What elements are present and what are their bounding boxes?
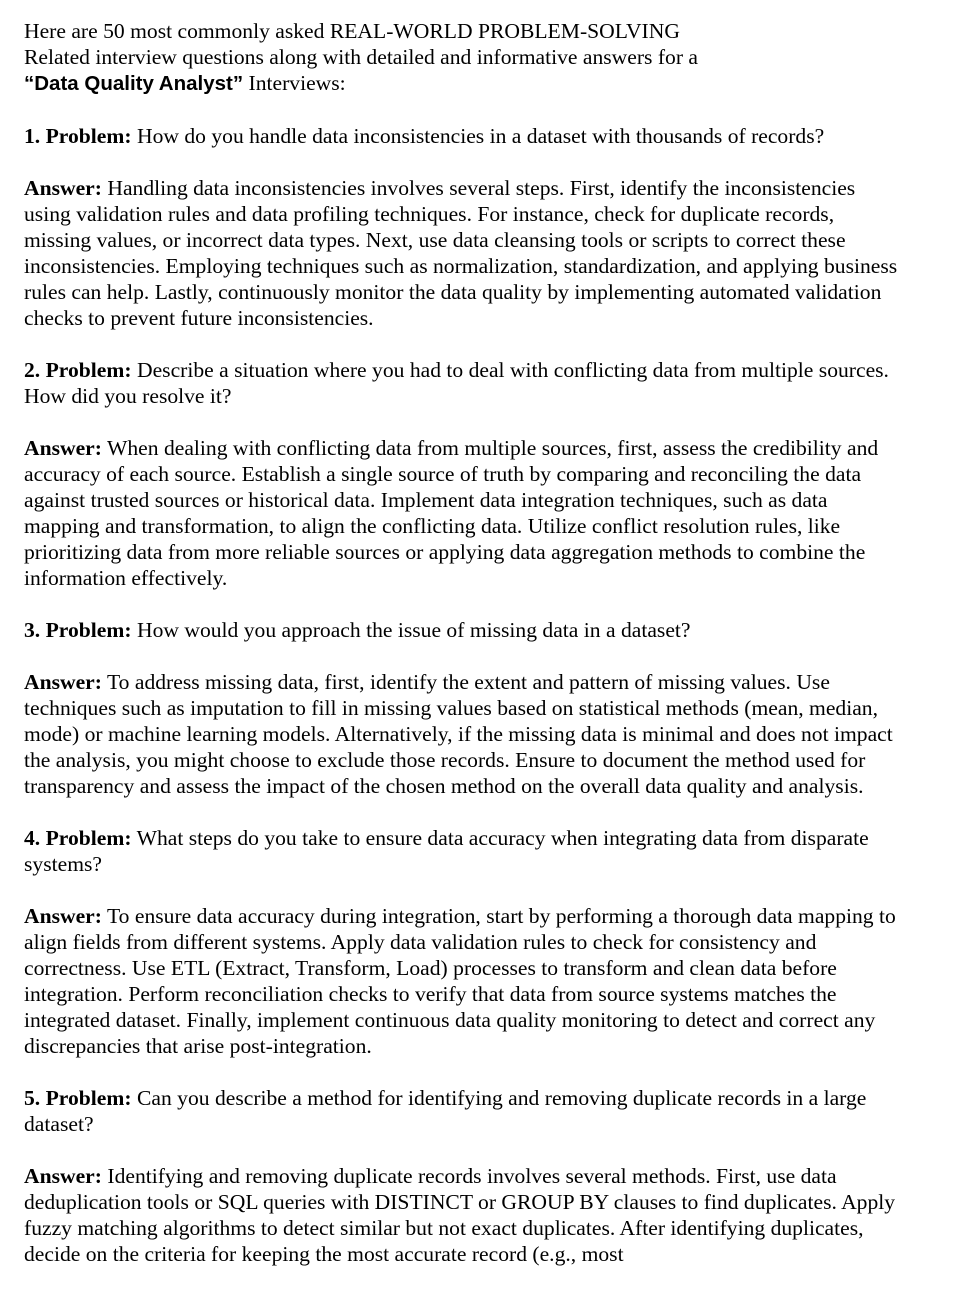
document-title: “Data Quality Analyst” (24, 72, 244, 95)
answer-label: Answer: (24, 670, 102, 694)
problem-text: Describe a situation where you had to deal with conflicting data from multiple sources. How did you resolve it? (24, 358, 889, 408)
problem-number: 5. (24, 1086, 41, 1110)
intro-paragraph (24, 18, 904, 97)
answer-label: Answer: (24, 1164, 102, 1188)
intro-tail: Interviews: (243, 71, 346, 95)
problem-text: How do you handle data inconsistencies in a dataset with thousands of records? (136, 124, 825, 148)
problem-3 (24, 617, 904, 643)
problem-label: Problem: (45, 124, 132, 148)
problem-label: Problem: (45, 618, 132, 642)
problem-number: 1. (24, 124, 41, 148)
answer-text: To address missing data, first, identify the extent and pattern of missing values. Use techniques such as imputation to fill in missing values based on statistical methods (mean, median, mode) or machine learning models. Alternatively, if the missing data is minimal and does not impact the analysis, you might choose to exclude those records. Ensure to document the method used for transparency and assess the impact of the chosen method on the overall data quality and analysis. (24, 670, 893, 798)
answer-label: Answer: (24, 904, 102, 928)
intro-line-2: Related interview questions along with detailed and informative answers for a (24, 45, 699, 69)
problem-number: 3. (24, 618, 41, 642)
problem-1 (24, 123, 904, 149)
problem-2 (24, 357, 904, 409)
problem-number: 4. (24, 826, 41, 850)
intro-line-1: Here are 50 most commonly asked REAL-WORLD PROBLEM-SOLVING (24, 19, 680, 43)
answer-1 (24, 175, 904, 331)
answer-3 (24, 669, 904, 799)
problem-text: How would you approach the issue of missing data in a dataset? (136, 618, 691, 642)
problem-5 (24, 1085, 904, 1137)
answer-5 (24, 1163, 904, 1267)
answer-label: Answer: (24, 176, 102, 200)
document-page (24, 18, 904, 1267)
problem-text: What steps do you take to ensure data accuracy when integrating data from disparate systems? (24, 826, 869, 876)
problem-label: Problem: (45, 1086, 132, 1110)
answer-4 (24, 903, 904, 1059)
answer-text: Identifying and removing duplicate records involves several methods. First, use data deduplication tools or SQL queries with DISTINCT or GROUP BY clauses to find duplicates. Apply fuzzy matching algorithms to detect similar but not exact duplicates. After identifying duplicates, decide on the criteria for keeping the most accurate record (e.g., most (24, 1164, 896, 1266)
problem-number: 2. (24, 358, 41, 382)
answer-label: Answer: (24, 436, 102, 460)
problem-label: Problem: (45, 358, 132, 382)
answer-text: To ensure data accuracy during integration, start by performing a thorough data mapping to align fields from different systems. Apply data validation rules to check for consistency and correctness. Use ETL (Extract, Transform, Load) processes to transform and clean data before integration. Perform reconciliation checks to verify that data from source systems matches the integrated dataset. Finally, implement continuous data quality monitoring to detect and correct any discrepancies that arise post-integration. (24, 904, 896, 1058)
problem-4 (24, 825, 904, 877)
problem-label: Problem: (45, 826, 132, 850)
answer-text: Handling data inconsistencies involves several steps. First, identify the inconsistencies using validation rules and data profiling techniques. For instance, check for duplicate records, missing values, or incorrect data types. Next, use data cleansing tools or scripts to correct these inconsistencies. Employing techniques such as normalization, standardization, and applying business rules can help. Lastly, continuously monitor the data quality by implementing automated validation checks to prevent future inconsistencies. (24, 176, 898, 330)
problem-text: Can you describe a method for identifying and removing duplicate records in a large dataset? (24, 1086, 867, 1136)
answer-text: When dealing with conflicting data from multiple sources, first, assess the credibility and accuracy of each source. Establish a single source of truth by comparing and reconciling the data against trusted sources or historical data. Implement data integration techniques, such as data mapping and transformation, to align the conflicting data. Utilize conflict resolution rules, like prioritizing data from more reliable sources or applying data aggregation methods to combine the information effectively. (24, 436, 879, 590)
answer-2 (24, 435, 904, 591)
